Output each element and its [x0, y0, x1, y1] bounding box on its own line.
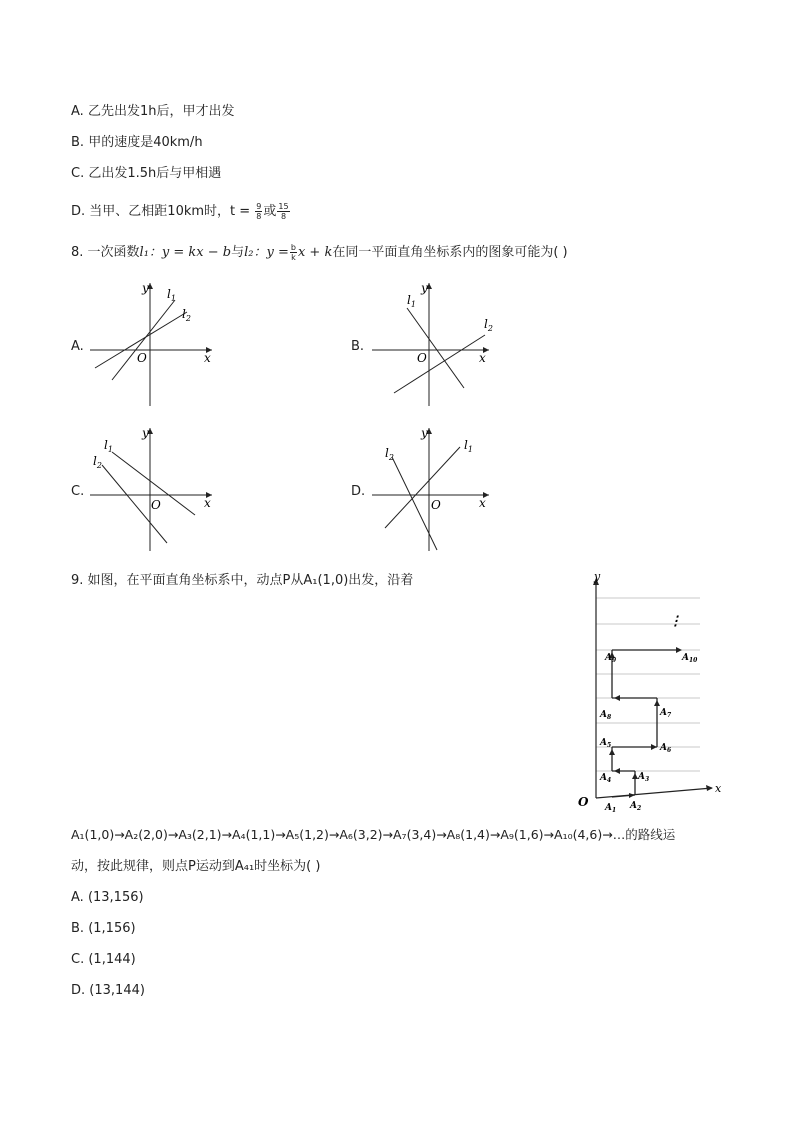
q8-stem: 8. 一次函数l₁：y = kx − b与l₂：y = $\frac{b}{k}$ x + k在同一平面直角坐标系内的图象可能为( ): [71, 243, 568, 262]
label-a9: $A_9$: [605, 653, 617, 664]
l1-label: $l_1$: [407, 293, 416, 309]
fraction-b-k: $\frac{b}{k}$: [290, 243, 296, 262]
label-a1: $A_1$: [605, 803, 617, 814]
q8-graph-b[interactable]: [367, 280, 497, 410]
origin-label: O: [431, 498, 441, 512]
label-a6: $A_6$: [660, 743, 672, 754]
line-l1: [407, 308, 464, 388]
line-l1: [112, 300, 175, 380]
q9-option-a[interactable]: A. (13,156): [71, 890, 144, 905]
label-a4: $A_4$: [600, 773, 612, 784]
point-labels: [599, 653, 698, 814]
label-a10: $A_{10}$: [682, 653, 698, 664]
label-a8: $A_8$: [600, 710, 612, 721]
q9-stem-intro: 9. 如图，在平面直角坐标系中，动点P从A₁(1,0)出发，沿着: [71, 573, 414, 588]
q7-option-a[interactable]: A. 乙先出发1h后，甲才出发: [71, 104, 235, 119]
label-a5: $A_5$: [600, 738, 612, 749]
label-a7: $A_7$: [660, 708, 672, 719]
q9-option-c[interactable]: C. (1,144): [71, 952, 136, 967]
label-a3: $A_3$: [638, 772, 650, 783]
x-label: x: [479, 496, 486, 510]
q7-option-b[interactable]: B. 甲的速度是40km/h: [71, 135, 203, 150]
l2-label: $l_2$: [385, 446, 394, 462]
q9-option-b[interactable]: B. (1,156): [71, 921, 136, 936]
line-l1: [385, 447, 460, 528]
q7-option-c[interactable]: C. 乙出发1.5h后与甲相遇: [71, 166, 222, 181]
line-l2: [394, 335, 485, 393]
q9-figure: [572, 570, 722, 815]
path: [612, 650, 680, 797]
q8-graph-c[interactable]: [85, 425, 215, 555]
fraction-9-8: $\frac{9}{8}$: [256, 202, 262, 221]
x-label: x: [204, 496, 211, 510]
q9-path-sequence: A₁(1,0)→A₂(2,0)→A₃(2,1)→A₄(1,1)→A₅(1,2)→A₆(3,2)→A₇(3,4)→A₈(1,4)→A₉(1,6)→A₁₀(4,6)→…的路线运: [71, 827, 676, 842]
x-axis-arrow: [706, 785, 713, 791]
q8-option-d-label[interactable]: D.: [351, 484, 366, 499]
fraction-15-8: $\frac{15}{8}$: [278, 202, 289, 221]
q8-option-c-label[interactable]: C.: [71, 484, 85, 499]
y-label: y: [421, 281, 428, 295]
l1-label: $l_1$: [104, 438, 113, 454]
l2-label: $l_2$: [484, 317, 493, 333]
continuation-dots: ⋮: [669, 614, 682, 629]
l2-label: $l_2$: [182, 307, 191, 323]
q8-graph-a[interactable]: [85, 280, 215, 410]
y-label: y: [142, 281, 149, 295]
q8-option-b-label[interactable]: B.: [351, 339, 365, 354]
y-label: y: [142, 426, 149, 440]
y-label: y: [421, 426, 428, 440]
origin-label: O: [417, 351, 427, 365]
l2-label: $l_2$: [93, 454, 102, 470]
q8-option-a-label[interactable]: A.: [71, 339, 84, 354]
origin-label: O: [578, 795, 589, 809]
q9-stem-question: 动，按此规律，则点P运动到A₄₁时坐标为( ): [71, 859, 321, 874]
q8-graph-d[interactable]: [367, 425, 497, 555]
l1-label: $l_1$: [464, 438, 473, 454]
l1-label: $l_1$: [167, 287, 176, 303]
q9-option-d[interactable]: D. (13,144): [71, 983, 145, 998]
label-a2: $A_2$: [630, 801, 642, 812]
origin-label: O: [137, 351, 147, 365]
origin-label: O: [151, 498, 161, 512]
x-label: x: [479, 351, 486, 365]
x-label: x: [715, 782, 722, 795]
x-label: x: [204, 351, 211, 365]
q7-option-d[interactable]: D. 当甲、乙相距10km时，t = $\frac{9}{8}$ 或 $\frac{15}{8}$: [71, 202, 289, 221]
y-label: y: [594, 570, 601, 583]
